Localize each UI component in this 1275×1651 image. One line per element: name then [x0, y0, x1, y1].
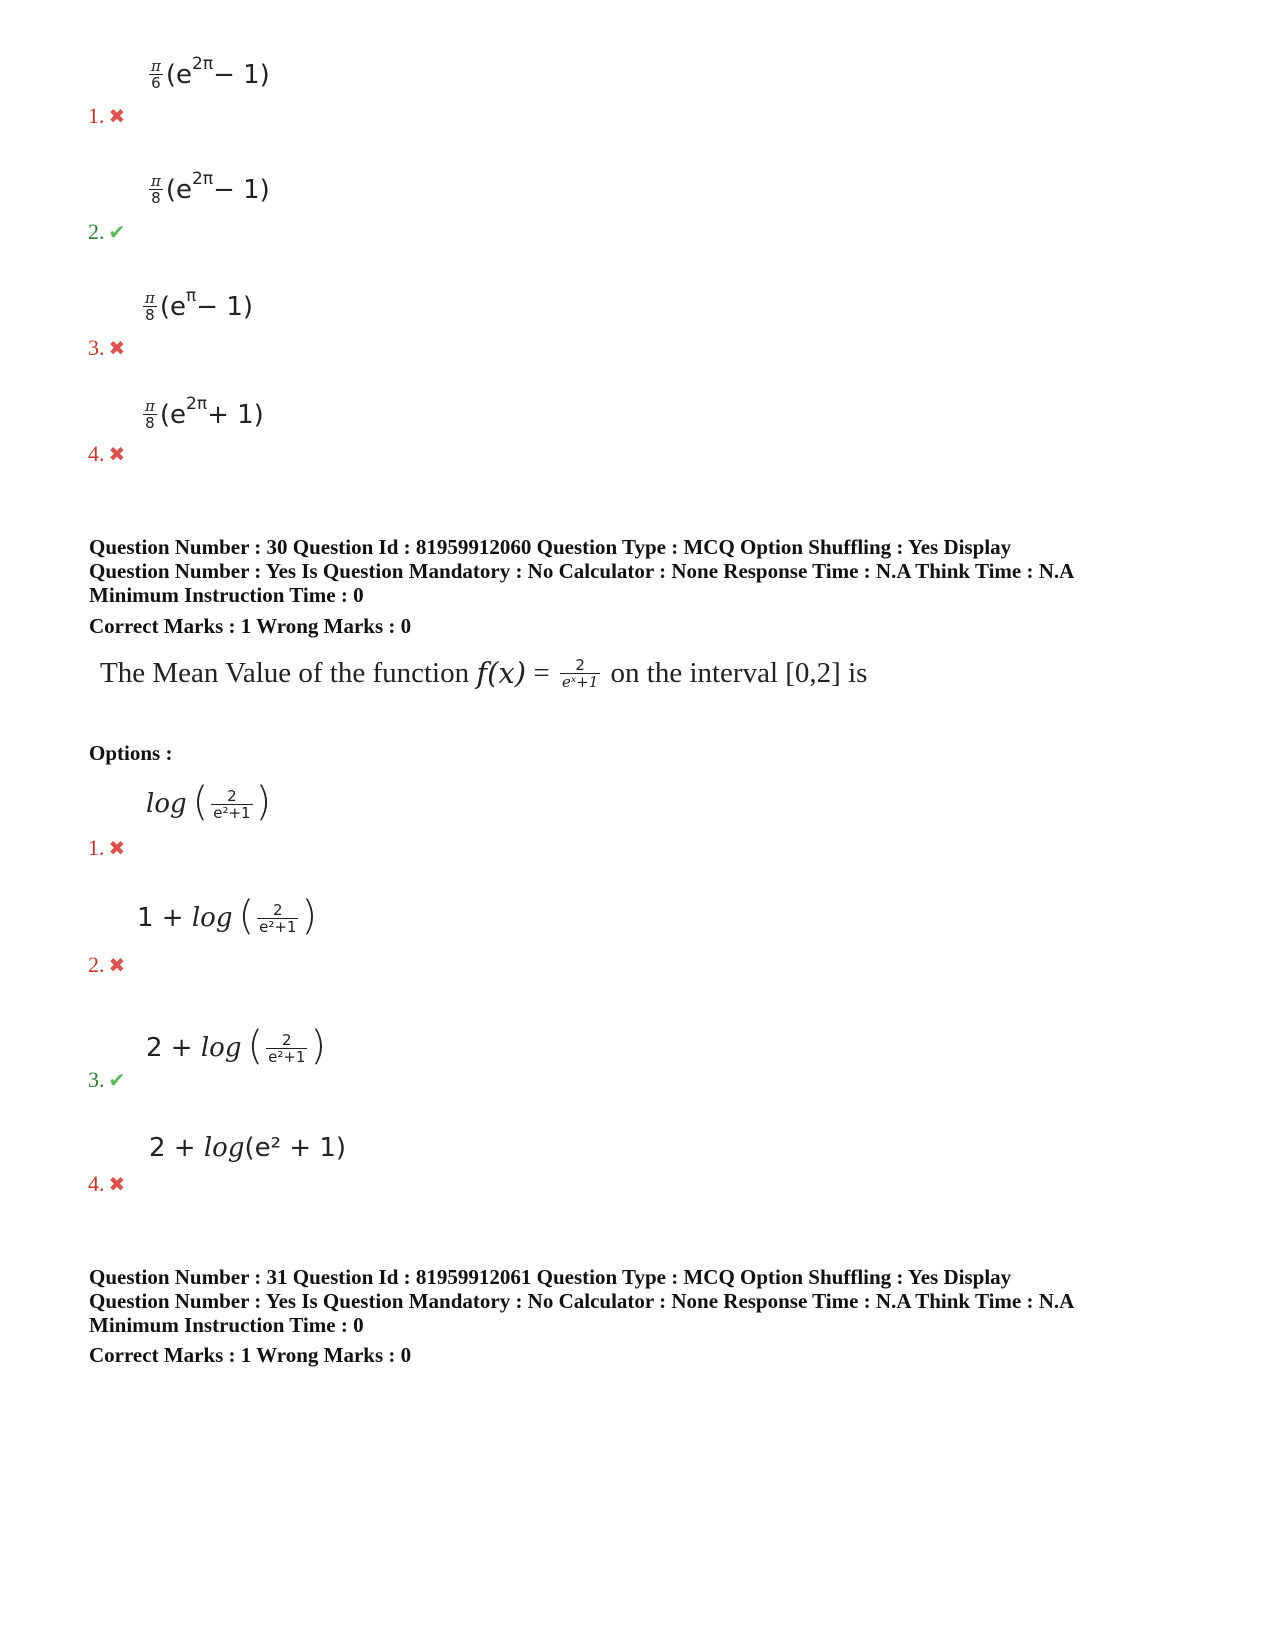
q31-meta: Question Number : 31 Question Id : 81959912061 Question Type : MCQ Option Shuffling : Yes Display Question Number : Yes Is Question Mandatory : No Calculator : None Response Time : N.A Think Time : N.A Minimum Instruction Time : 0: [89, 1265, 1075, 1337]
prev-option-1-formula: $\frac{\pi}{6}$ ( e 2π − 1): [151, 53, 270, 92]
prev-option-4-formula: $\frac{\pi}{8}$ ( e 2π + 1): [145, 393, 264, 432]
q30-option-1-formula: log ( $\frac{2}{\text{e²+1}}$ ): [146, 779, 272, 825]
q30-option-3-formula: 2 + log ( $\frac{2}{\text{e²+1}}$ ): [146, 1023, 327, 1069]
cross-icon: ✖: [108, 106, 126, 128]
coef-fraction: $\frac{\pi}{8}$: [145, 289, 155, 324]
q30-option-4[interactable]: 4. ✖: [88, 1171, 126, 1196]
q30-option-1[interactable]: 1. ✖: [88, 835, 126, 860]
prev-option-1[interactable]: 1. ✖: [88, 103, 126, 128]
log-fraction: $\frac{2}{\text{e²+1}}$: [268, 1030, 306, 1066]
cross-icon: ✖: [108, 444, 126, 466]
prev-option-3-formula: $\frac{\pi}{8}$ ( e π − 1): [145, 285, 254, 324]
log-fraction: $\frac{2}{\text{e²+1}}$: [259, 900, 297, 936]
q30-option-3[interactable]: 3. ✔: [88, 1067, 126, 1092]
q31-marks: Correct Marks : 1 Wrong Marks : 0: [89, 1343, 412, 1367]
q30-options-label: Options :: [89, 741, 173, 765]
q30-question-text: The Mean Value of the function f(x) = $\frac{2}{\text{eˣ+1}}$ on the interval [0,2] is: [100, 655, 868, 691]
cross-icon: ✖: [108, 838, 126, 860]
prev-option-4[interactable]: 4. ✖: [88, 441, 126, 466]
q30-marks: Correct Marks : 1 Wrong Marks : 0: [89, 614, 412, 638]
q30-meta: Question Number : 30 Question Id : 81959912060 Question Type : MCQ Option Shuffling : Yes Display Question Number : Yes Is Question Mandatory : No Calculator : None Response Time : N.A Think Time : N.A Minimum Instruction Time : 0: [89, 535, 1075, 607]
function-fraction: $\frac{2}{\text{eˣ+1}}$: [561, 655, 599, 691]
prev-option-3[interactable]: 3. ✖: [88, 335, 126, 360]
coef-fraction: $\frac{\pi}{6}$: [151, 57, 161, 92]
coef-fraction: $\frac{\pi}{8}$: [151, 172, 161, 207]
cross-icon: ✖: [108, 1174, 126, 1196]
cross-icon: ✖: [108, 338, 126, 360]
prev-option-2-formula: $\frac{\pi}{8}$ ( e 2π − 1): [151, 168, 270, 207]
coef-fraction: $\frac{\pi}{8}$: [145, 397, 155, 432]
check-icon: ✔: [108, 1070, 126, 1092]
prev-option-2[interactable]: 2. ✔: [88, 219, 126, 244]
q30-option-2[interactable]: 2. ✖: [88, 952, 126, 977]
cross-icon: ✖: [108, 955, 126, 977]
log-fraction: $\frac{2}{\text{e²+1}}$: [213, 786, 251, 822]
check-icon: ✔: [108, 222, 126, 244]
q30-option-2-formula: 1 + log ( $\frac{2}{\text{e²+1}}$ ): [137, 893, 318, 939]
q30-option-4-formula: 2 + log (e² + 1): [149, 1133, 347, 1163]
